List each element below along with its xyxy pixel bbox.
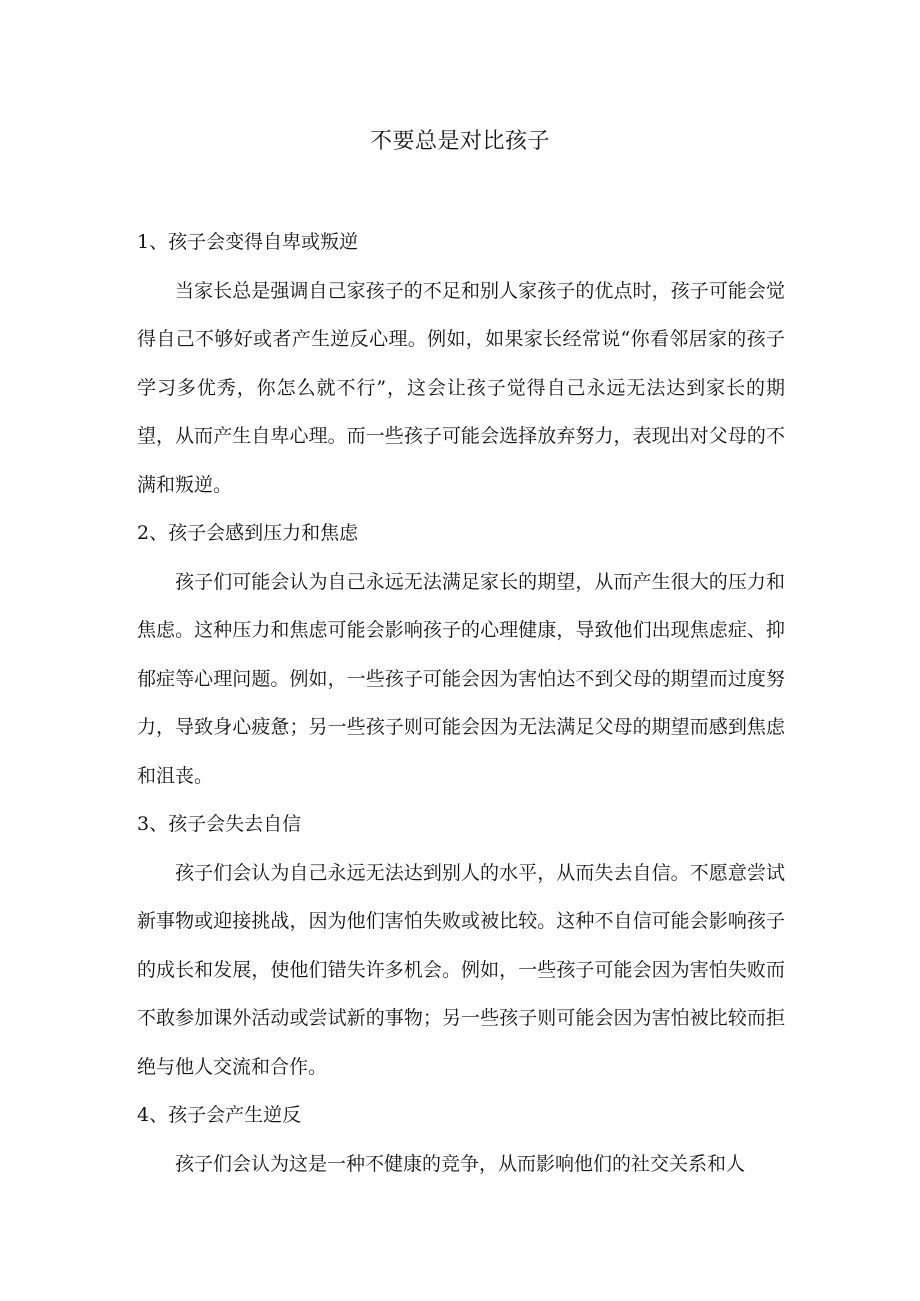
section-heading: 2、孩子会感到压力和焦虑 (137, 522, 359, 544)
section-paragraph: 孩子们会认为自己永远无法达到别人的水平，从而失去自信。不愿意尝试新事物或迎接挑战，因为他们害怕失败或被比较。这种不自信可能会影响孩子的成长和发展，使他们错失许多机会。例如，一些孩子可能会因为害怕失败而不敢参加课外活动或尝试新的事物；另一些孩子则可能会因为害怕被比较而拒绝与他人交流和合作。 (137, 861, 785, 1078)
section-4 (137, 1091, 785, 1188)
section-paragraph: 孩子们可能会认为自己永远无法满足家长的期望，从而产生很大的压力和焦虑。这种压力和焦虑可能会影响孩子的心理健康，导致他们出现焦虑症、抑郁症等心理问题。例如，一些孩子可能会因为害怕达不到父母的期望而过度努力，导致身心疲惫；另一些孩子则可能会因为无法满足父母的期望而感到焦虑和沮丧。 (137, 570, 785, 787)
section-paragraph: 当家长总是强调自己家孩子的不足和别人家孩子的优点时，孩子可能会觉得自己不够好或者产生逆反心理。例如，如果家长经常说“你看邻居家的孩子学习多优秀，你怎么就不行”，这会让孩子觉得自己永远无法达到家长的期望，从而产生自卑心理。而一些孩子可能会选择放弃努力，表现出对父母的不满和叛逆。 (137, 279, 785, 496)
document-body (137, 218, 785, 1188)
section-paragraph: 孩子们会认为这是一种不健康的竞争，从而影响他们的社交关系和人 (175, 1152, 746, 1175)
section-1 (137, 218, 785, 509)
section-heading: 4、孩子会产生逆反 (137, 1104, 302, 1126)
document-title: 不要总是对比孩子 (369, 129, 550, 154)
section-heading: 1、孩子会变得自卑或叛逆 (137, 231, 359, 253)
section-heading: 3、孩子会失去自信 (137, 813, 302, 835)
section-2 (137, 509, 785, 800)
section-3 (137, 800, 785, 1091)
